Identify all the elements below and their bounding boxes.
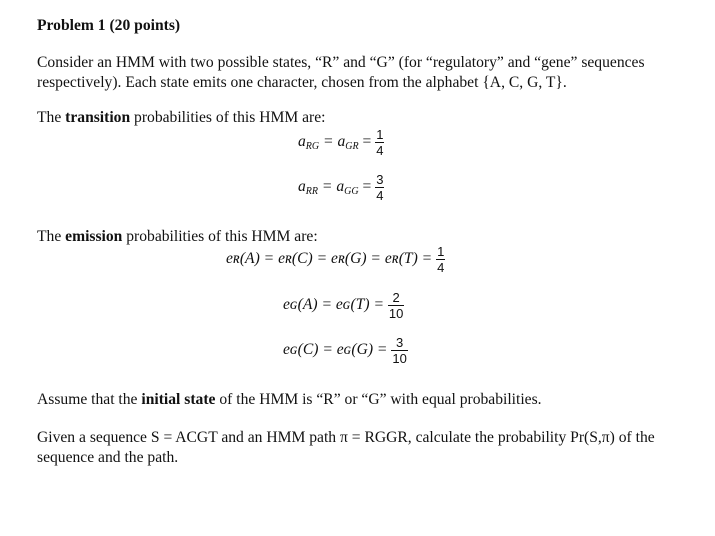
transition-equation-1: aRG = aGR = $\frac{1}{4}$ bbox=[298, 127, 384, 158]
transition-heading: The transition probabilities of this HMM are: bbox=[37, 109, 326, 126]
emission-equation-1: eʀ(A) = eʀ(C) = eʀ(G) = eʀ(T) = $\frac{1}{4}$ bbox=[226, 244, 445, 275]
emission-heading: The emission probabilities of this HMM are: bbox=[37, 228, 318, 245]
initial-state-paragraph: Assume that the initial state of the HMM is “R” or “G” with equal probabilities. bbox=[37, 391, 542, 408]
intro-paragraph: Consider an HMM with two possible states, “R” and “G” (for “regulatory” and “gene” sequences respectively). Each state emits one character, chosen from the alphabet {A, C, G, T}. bbox=[37, 54, 645, 91]
question-paragraph: Given a sequence S = ACGT and an HMM path π = RGGR, calculate the probability Pr(S,π) of the sequence and the path. bbox=[37, 429, 655, 466]
transition-equation-2: aRR = aGG = $\frac{3}{4}$ bbox=[298, 172, 384, 203]
emission-equation-2: eɢ(A) = eɢ(T) = $\frac{2}{10}$ bbox=[283, 290, 404, 321]
emission-equation-3: eɢ(C) = eɢ(G) = $\frac{3}{10}$ bbox=[283, 335, 407, 366]
problem-title: Problem 1 (20 points) bbox=[37, 17, 181, 34]
